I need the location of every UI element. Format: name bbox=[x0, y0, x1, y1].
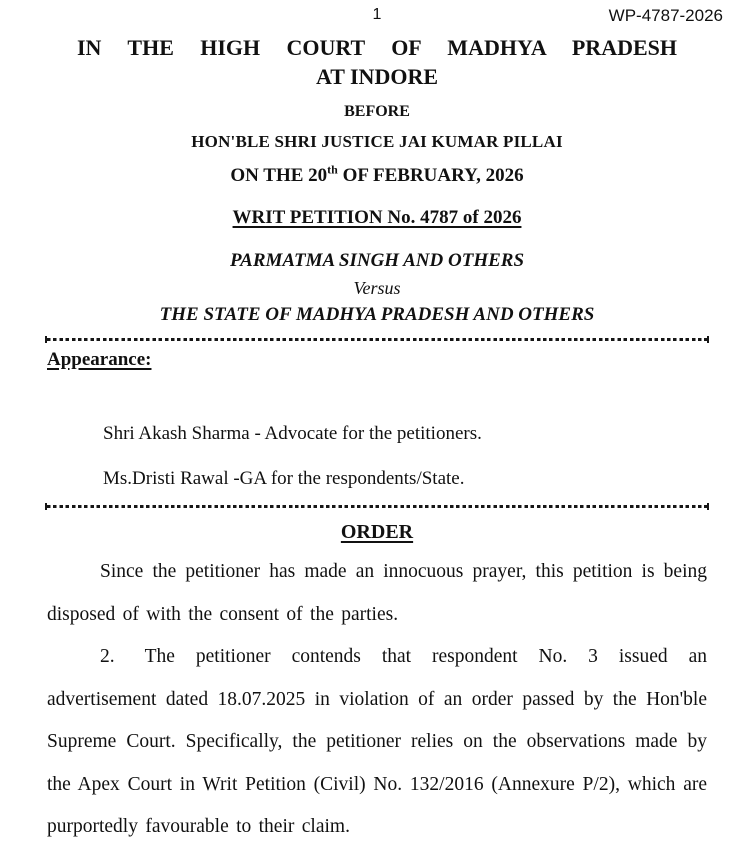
order-paragraph-2 bbox=[47, 636, 707, 849]
appearance-heading-text: Appearance: bbox=[47, 349, 152, 370]
case-title-text: WRIT PETITION No. 4787 of 2026 bbox=[232, 207, 522, 228]
paragraph-text: The petitioner contends that respondent No. 3 issued an advertisement dated 18.07.2025 in violation of an order passed by the Hon'ble Supreme Court. Specifically, the petitioner relies on the observations made by the Apex Court in Writ Petition (Civil) No. 132/2016 (Annexure P/2), which are purportedly favourable to their claim. bbox=[47, 646, 707, 837]
paragraph-number: 2. bbox=[100, 646, 115, 667]
hearing-date-ordinal: th bbox=[327, 162, 338, 177]
court-location: AT INDORE bbox=[315, 64, 439, 89]
respondent-name: THE STATE OF MADHYA PRADESH AND OTHERS bbox=[159, 304, 595, 325]
judge-name: HON'BLE SHRI JUSTICE JAI KUMAR PILLAI bbox=[191, 132, 563, 151]
order-heading bbox=[47, 521, 707, 544]
court-title: IN THE HIGH COURT OF MADHYA PRADESH bbox=[77, 35, 677, 60]
dotted-separator-bottom bbox=[47, 505, 707, 508]
order-heading-text: ORDER bbox=[340, 521, 414, 543]
counsel-line-petitioner: Shri Akash Sharma - Advocate for the petitioners. bbox=[103, 423, 482, 444]
hearing-date-prefix: ON THE 20 bbox=[230, 165, 328, 186]
counsel-line-respondent: Ms.Dristi Rawal -GA for the respondents/State. bbox=[103, 468, 465, 489]
hearing-date-suffix: OF FEBRUARY, 2026 bbox=[337, 165, 524, 186]
page-number: 1 bbox=[372, 6, 382, 23]
dotted-separator-top bbox=[47, 338, 707, 341]
versus-label: Versus bbox=[353, 278, 401, 298]
page-header bbox=[47, 6, 723, 28]
before-label: BEFORE bbox=[344, 103, 410, 120]
petitioner-name: PARMATMA SINGH AND OTHERS bbox=[229, 250, 525, 271]
hearing-date bbox=[47, 162, 707, 187]
case-title bbox=[47, 207, 707, 229]
appearance-heading bbox=[47, 349, 707, 371]
order-paragraph-1: Since the petitioner has made an innocuous prayer, this petition is being disposed of with the consent of the parties. bbox=[47, 561, 707, 625]
case-number: WP-4787-2026 bbox=[608, 6, 723, 25]
